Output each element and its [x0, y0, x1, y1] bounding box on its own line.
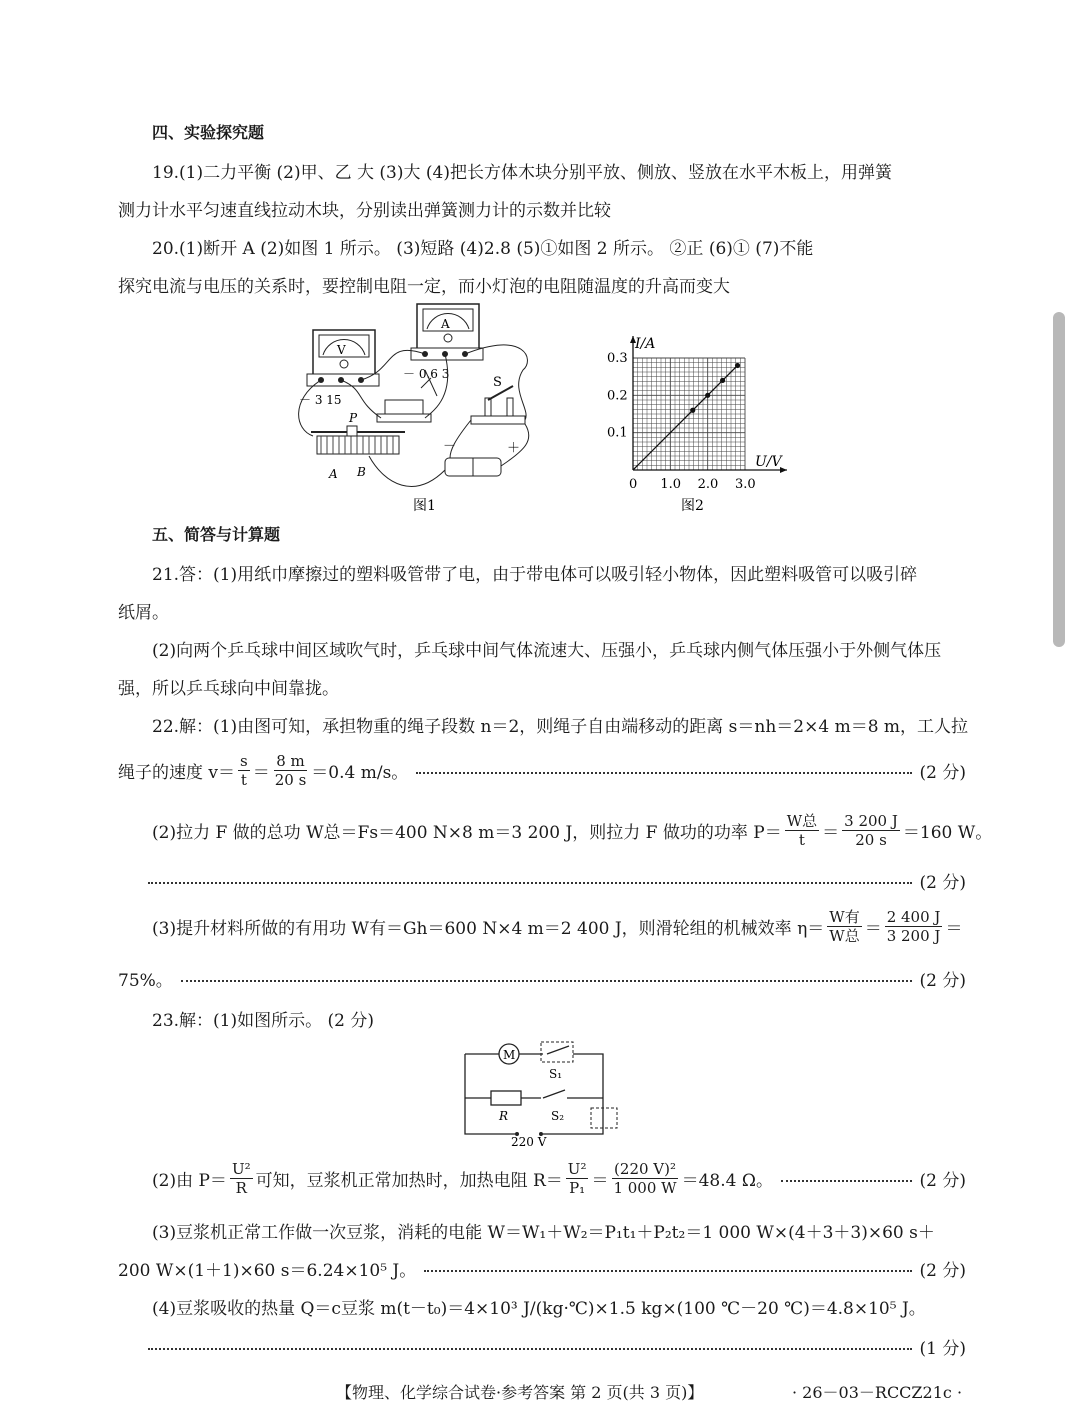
q22-l2-text: 绳子的速度 v＝: [118, 763, 236, 783]
y-tick-label: 0.2: [607, 388, 628, 404]
frac-num: U²: [567, 1160, 587, 1178]
frac-s-t: [238, 752, 250, 789]
q21-line4: 强，所以乒乓球向中间靠拢。: [118, 679, 339, 699]
voltmeter-label: V: [337, 343, 346, 357]
frac-den: t: [798, 831, 805, 849]
y-tick-label: 0.3: [607, 351, 628, 366]
q22-l3-text: (2)拉力 F 做的总功 W总＝Fs＝400 N×8 m＝3 200 J，则拉力 F 做功的功率 P＝: [152, 823, 782, 843]
section-heading-experiment: 四、实验探究题: [152, 123, 265, 142]
frac-3200-20: [842, 812, 900, 849]
q21-line2: 纸屑。: [118, 603, 169, 623]
q20-line1: 20.(1)断开 A (2)如图 1 所示。 (3)短路 (4)2.8 (5)①如图 2 所示。 ②正 (6)① (7)不能: [152, 239, 814, 259]
score: (2 分): [919, 763, 966, 783]
rheostat-end-a: A: [329, 467, 338, 481]
frac-den: P₁: [569, 1179, 586, 1197]
q23-line6: [118, 1334, 966, 1359]
x-tick-label: 0: [629, 477, 638, 492]
q23-line4: [118, 1256, 966, 1281]
score: (1 分): [919, 1339, 966, 1359]
q23-resistance-result: ＝48.4 Ω。: [681, 1171, 773, 1191]
frac-wyou-wzong: [827, 908, 861, 945]
q22-line2: [118, 752, 966, 789]
q22-power-result: ＝160 W。: [902, 823, 993, 843]
q22-velocity-result: ＝0.4 m/s。: [311, 763, 409, 783]
switch-s2-label: S₂: [551, 1109, 565, 1123]
score: (2 分): [919, 1261, 966, 1281]
leader-dots: [424, 1270, 911, 1272]
footer-code: · 26－03－RCCZ21c ·: [792, 1383, 963, 1402]
frac-den: W总: [829, 927, 860, 945]
frac-den: 1 000 W: [613, 1179, 677, 1197]
q22-efficiency-result: 75%。: [118, 971, 173, 991]
voltmeter-terminals: － 3 15: [299, 393, 342, 407]
leader-dots: [781, 1180, 912, 1182]
score: (2 分): [919, 1171, 966, 1191]
q22-line1: 22.解：(1)由图可知，承担物重的绳子段数 n＝2，则绳子自由端移动的距离 s＝nh＝2×4 m＝8 m，工人拉: [152, 717, 969, 737]
frac-220-1000: [611, 1160, 678, 1197]
leader-dots: [148, 882, 912, 884]
frac-num: s: [240, 752, 248, 770]
ammeter-label: A: [441, 317, 450, 331]
q23-circuit-diagram: [455, 1036, 630, 1151]
frac-den: t: [240, 771, 247, 789]
slider-label: P: [349, 411, 358, 425]
resistor-label: R: [499, 1109, 509, 1123]
q21-line3: (2)向两个乒乓球中间区域吹气时，乒乓球中间气体流速大、压强小，乒乓球内侧气体压强小于外侧气体压: [152, 641, 942, 661]
chart-ylabel: I/A: [635, 336, 656, 352]
figure1-caption: 图1: [413, 498, 436, 514]
data-point: [690, 408, 695, 413]
ammeter-terminals: － 0.6 3: [403, 367, 450, 381]
leader-dots: [181, 980, 912, 982]
frac-w-t: [785, 812, 819, 849]
frac-num: 2 400 J: [886, 908, 941, 926]
q23-line1: 23.解：(1)如图所示。 (2 分): [152, 1011, 375, 1031]
equals: ＝: [945, 919, 963, 939]
data-point: [735, 363, 740, 368]
q23-line3: (3)豆浆机正常工作做一次豆浆，消耗的电能 W＝W₁＋W₂＝P₁t₁＋P₂t₂＝1 000 W×(4＋3＋3)×60 s＋: [152, 1223, 935, 1243]
frac-u2-p1: [566, 1160, 589, 1197]
footer-title: 【物理、化学综合试卷·参考答案 第 2 页(共 3 页)】: [336, 1383, 704, 1402]
battery-plus: ＋: [507, 441, 521, 456]
q22-line4: [118, 868, 966, 893]
q20-line2: 探究电流与电压的关系时，要控制电阻一定，而小灯泡的电阻随温度的升高而变大: [118, 277, 730, 297]
x-tick-label: 1.0: [660, 477, 682, 492]
q23-line5: (4)豆浆吸收的热量 Q＝c豆浆 m(t－t₀)＝4×10³ J/(kg·℃)×1.5 kg×(100 ℃－20 ℃)＝4.8×10⁵ J。: [152, 1299, 926, 1319]
q22-line3: [152, 812, 992, 849]
x-tick-label: 2.0: [697, 477, 719, 492]
x-tick-label: 3.0: [735, 477, 756, 492]
equals: ＝: [591, 1171, 609, 1191]
frac-num: U²: [231, 1160, 251, 1178]
frac-8m-20s: [273, 752, 309, 789]
chart-xlabel: U/V: [755, 454, 782, 470]
q23-line2: [152, 1160, 966, 1197]
data-point: [720, 378, 725, 383]
rheostat-end-b: B: [357, 465, 366, 479]
frac-num: (220 V)²: [614, 1160, 676, 1178]
q23-energy-result: 200 W×(1＋1)×60 s＝6.24×10⁵ J。: [118, 1261, 417, 1281]
figure2-caption: 图2: [681, 498, 704, 514]
frac-2400-3200: [885, 908, 943, 945]
q22-line6: [118, 966, 966, 991]
q22-line5: [152, 908, 962, 945]
score: (2 分): [919, 971, 966, 991]
q21-line1: 21.答：(1)用纸巾摩擦过的塑料吸管带了电，由于带电体可以吸引轻小物体，因此塑料吸管可以吸引碎: [152, 565, 918, 585]
frac-num: W总: [786, 812, 818, 830]
leader-dots: [416, 772, 911, 774]
switch-s1-label: S₁: [549, 1067, 563, 1081]
q22-l5-text: (3)提升材料所做的有用功 W有＝Gh＝600 N×4 m＝2 400 J，则滑轮组的机械效率 η＝: [152, 919, 825, 939]
data-point: [705, 393, 710, 398]
frac-num: W有: [829, 908, 860, 926]
frac-u2-r: [230, 1160, 253, 1197]
vertical-scrollbar[interactable]: [1053, 312, 1065, 647]
supply-voltage-label: 220 V: [511, 1135, 547, 1149]
q23-l2-text: (2)由 P＝: [152, 1171, 227, 1191]
q19-line1: 19.(1)二力平衡 (2)甲、乙 大 (3)大 (4)把长方体木块分别平放、侧放、竖放在水平木板上，用弹簧: [152, 163, 892, 183]
battery-minus: －: [443, 439, 457, 454]
y-tick-label: 0.1: [607, 425, 628, 441]
frac-num: 8 m: [276, 752, 305, 770]
section-heading-calc: 五、简答与计算题: [152, 525, 281, 544]
leader-dots: [148, 1348, 912, 1350]
frac-num: 3 200 J: [844, 812, 898, 830]
frac-den: 20 s: [274, 771, 307, 789]
score: (2 分): [919, 873, 966, 893]
figure1-circuit: [285, 300, 555, 515]
equals: ＝: [252, 763, 270, 783]
q23-l2-text-b: 可知，豆浆机正常加热时，加热电阻 R＝: [255, 1171, 563, 1191]
equals: ＝: [822, 823, 840, 843]
switch-label: S: [493, 375, 502, 390]
motor-label: M: [503, 1048, 516, 1062]
figure2-chart: [595, 330, 805, 520]
frac-den: R: [235, 1179, 247, 1197]
equals: ＝: [864, 919, 882, 939]
frac-den: 20 s: [855, 831, 887, 849]
frac-den: 3 200 J: [886, 927, 941, 945]
q19-line2: 测力计水平匀速直线拉动木块，分别读出弹簧测力计的示数并比较: [118, 201, 611, 221]
